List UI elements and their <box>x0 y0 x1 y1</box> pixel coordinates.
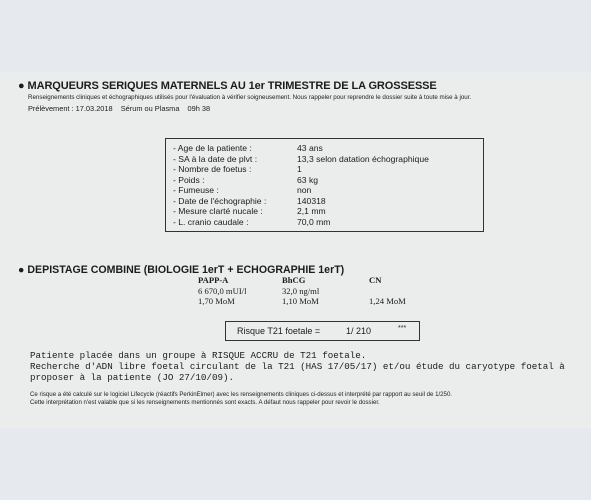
patient-info-box <box>165 138 484 232</box>
row-value: non <box>297 185 312 195</box>
row-value: 63 kg <box>297 174 319 185</box>
sample-date: Prélèvement : 17.03.2018 <box>28 104 113 113</box>
bhcg-header: BhCG <box>282 275 306 285</box>
footer-note: Ce risque a été calculé sur le logiciel Lifecycle (réactifs PerkinElmer) avec les renseignements cliniques ci-dessus et interprété par rapport au seuil de 1/250. <box>30 391 453 398</box>
papp-a-mom: 1,70 MoM <box>198 296 235 306</box>
comment-line: Patiente placée dans un groupe à RISQUE ACCRU de T21 foetale. <box>30 350 367 361</box>
cn-mom: 1,24 MoM <box>369 296 406 306</box>
row-value: 70,0 mm <box>297 216 331 227</box>
row-label: - Nombre de foetus : <box>173 164 252 174</box>
row-label: - Age de la patiente : <box>173 143 252 153</box>
cn-header: CN <box>369 275 382 285</box>
sample-time: 09h 38 <box>187 104 211 113</box>
clinical-info-note: Renseignements cliniques et échographiques utilisés pour l'évaluation à vérifier soigneusement. Nous rappeler pour reprendre le dossier suite à toute mise à jour. <box>28 94 472 101</box>
risk-value: 1/ 210 <box>346 326 372 336</box>
risk-result-box <box>225 321 420 341</box>
footer-note: Cette interprétation n'est valable que si les renseignements mentionnés sont exacts. A défaut nous rappeler pour revoir le dossier. <box>30 399 380 406</box>
row-label: - L. cranio caudale : <box>173 216 249 227</box>
row-label: - Fumeuse : <box>173 185 219 195</box>
comment-line: Recherche d'ADN libre foetal circulant de la T21 (HAS 17/05/17) et/ou étude du caryotype foetal à <box>30 361 565 372</box>
row-label: - Poids : <box>173 174 205 185</box>
section-title-text: DEPISTAGE COMBINE (BIOLOGIE 1erT + ECHOGRAPHIE 1erT) <box>27 264 345 276</box>
bullet-icon: ● <box>18 80 25 92</box>
sample-info <box>28 104 216 113</box>
row-value: 1 <box>297 164 302 174</box>
row-value: 140318 <box>297 195 326 206</box>
comment-line: proposer à la patiente (JO 27/10/09). <box>30 372 234 383</box>
risk-stars: *** <box>398 325 407 332</box>
row-value: 2,1 mm <box>297 206 326 216</box>
row-value: 13,3 selon datation échographique <box>297 153 429 164</box>
papp-a-header: PAPP-A <box>198 275 229 285</box>
section-title-markers <box>18 80 437 92</box>
papp-a-value: 6 670,0 mUI/l <box>198 286 247 296</box>
sample-type: Sérum ou Plasma <box>120 104 180 113</box>
bullet-icon: ● <box>18 264 25 276</box>
bhcg-value: 32,0 ng/ml <box>282 286 320 296</box>
row-label: - Date de l'échographie : <box>173 195 267 206</box>
risk-label: Risque T21 foetale = <box>237 326 321 336</box>
bhcg-mom: 1,10 MoM <box>282 296 319 306</box>
row-value: 43 ans <box>297 143 323 153</box>
row-label: - SA à la date de plvt : <box>173 153 258 164</box>
row-label: - Mesure clarté nucale : <box>173 206 263 216</box>
section-title-text: MARQUEURS SERIQUES MATERNELS AU 1er TRIMESTRE DE LA GROSSESSE <box>27 80 437 92</box>
